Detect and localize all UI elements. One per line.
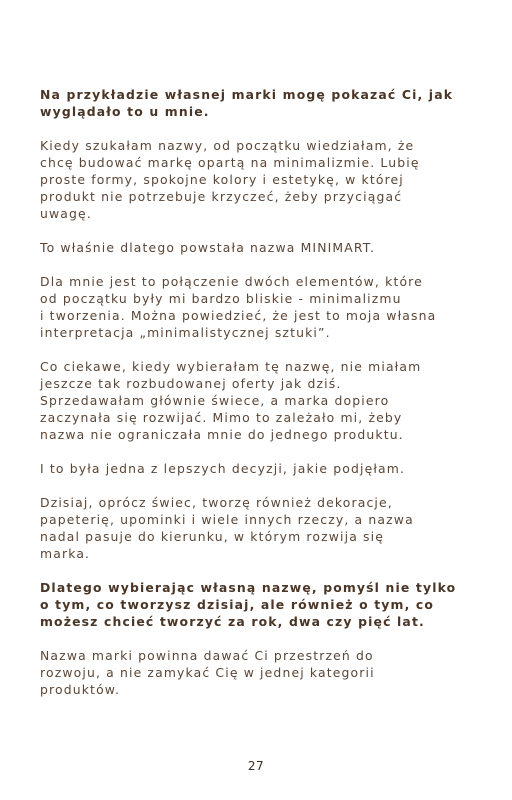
- body-paragraph: [40, 239, 480, 256]
- text-line: I to była jedna z lepszych decyzji, jakie podjęłam.: [40, 461, 406, 476]
- body-paragraph: [40, 273, 480, 341]
- text-line: o tym, co tworzysz dzisiaj, ale również o tym, co: [40, 597, 435, 612]
- text-line: proste formy, spokojne kolory i estetykę, w której: [40, 172, 404, 187]
- body-paragraph: [40, 647, 480, 698]
- bold-paragraph: [40, 86, 480, 120]
- page-body-text: [40, 86, 480, 715]
- text-line: możesz chcieć tworzyć za rok, dwa czy pięć lat.: [40, 614, 425, 629]
- text-line: Dlatego wybierając własną nazwę, pomyśl nie tylko: [40, 580, 457, 595]
- text-line: papeterię, upominki i wiele innych rzeczy, a nazwa: [40, 512, 414, 527]
- text-line: uwagę.: [40, 206, 92, 221]
- text-line: Dla mnie jest to połączenie dwóch elementów, które: [40, 274, 423, 289]
- text-line: Dzisiaj, oprócz świec, tworzę również dekoracje,: [40, 495, 393, 510]
- text-line: i tworzenia. Można powiedzieć, że jest to moja własna: [40, 308, 437, 323]
- text-line: produktów.: [40, 682, 121, 697]
- text-line: nadal pasuje do kierunku, w którym rozwija się: [40, 529, 385, 544]
- text-line: produkt nie potrzebuje krzyczeć, żeby przyciągać: [40, 189, 403, 204]
- text-line: zaczynała się rozwijać. Mimo to zależało mi, żeby: [40, 410, 403, 425]
- text-line: Na przykładzie własnej marki mogę pokazać Ci, jak: [40, 87, 454, 102]
- text-line: wyglądało to u mnie.: [40, 104, 210, 119]
- text-line: nazwa nie ograniczała mnie do jednego produktu.: [40, 427, 404, 442]
- text-line: rozwoju, a nie zamykać Cię w jednej kategorii: [40, 665, 375, 680]
- text-line: marka.: [40, 546, 91, 561]
- page-number: 27: [247, 759, 265, 773]
- body-paragraph: [40, 460, 480, 477]
- body-paragraph: [40, 358, 480, 443]
- text-line: Sprzedawałam głównie świece, a marka dopiero: [40, 393, 390, 408]
- text-line: chcę budować markę opartą na minimalizmie. Lubię: [40, 155, 420, 170]
- text-line: jeszcze tak rozbudowanej oferty jak dziś.: [40, 376, 342, 391]
- text-line: Co ciekawe, kiedy wybierałam tę nazwę, nie miałam: [40, 359, 422, 374]
- body-paragraph: [40, 494, 480, 562]
- text-line: interpretacja „minimalistycznej sztuki”.: [40, 325, 331, 340]
- bold-paragraph: [40, 579, 480, 630]
- text-line: od początku były mi bardzo bliskie - minimalizmu: [40, 291, 402, 306]
- body-paragraph: [40, 137, 480, 222]
- text-line: Nazwa marki powinna dawać Ci przestrzeń do: [40, 648, 374, 663]
- text-line: Kiedy szukałam nazwy, od początku wiedziałam, że: [40, 138, 415, 153]
- text-line: To właśnie dlatego powstała nazwa MINIMART.: [40, 240, 376, 255]
